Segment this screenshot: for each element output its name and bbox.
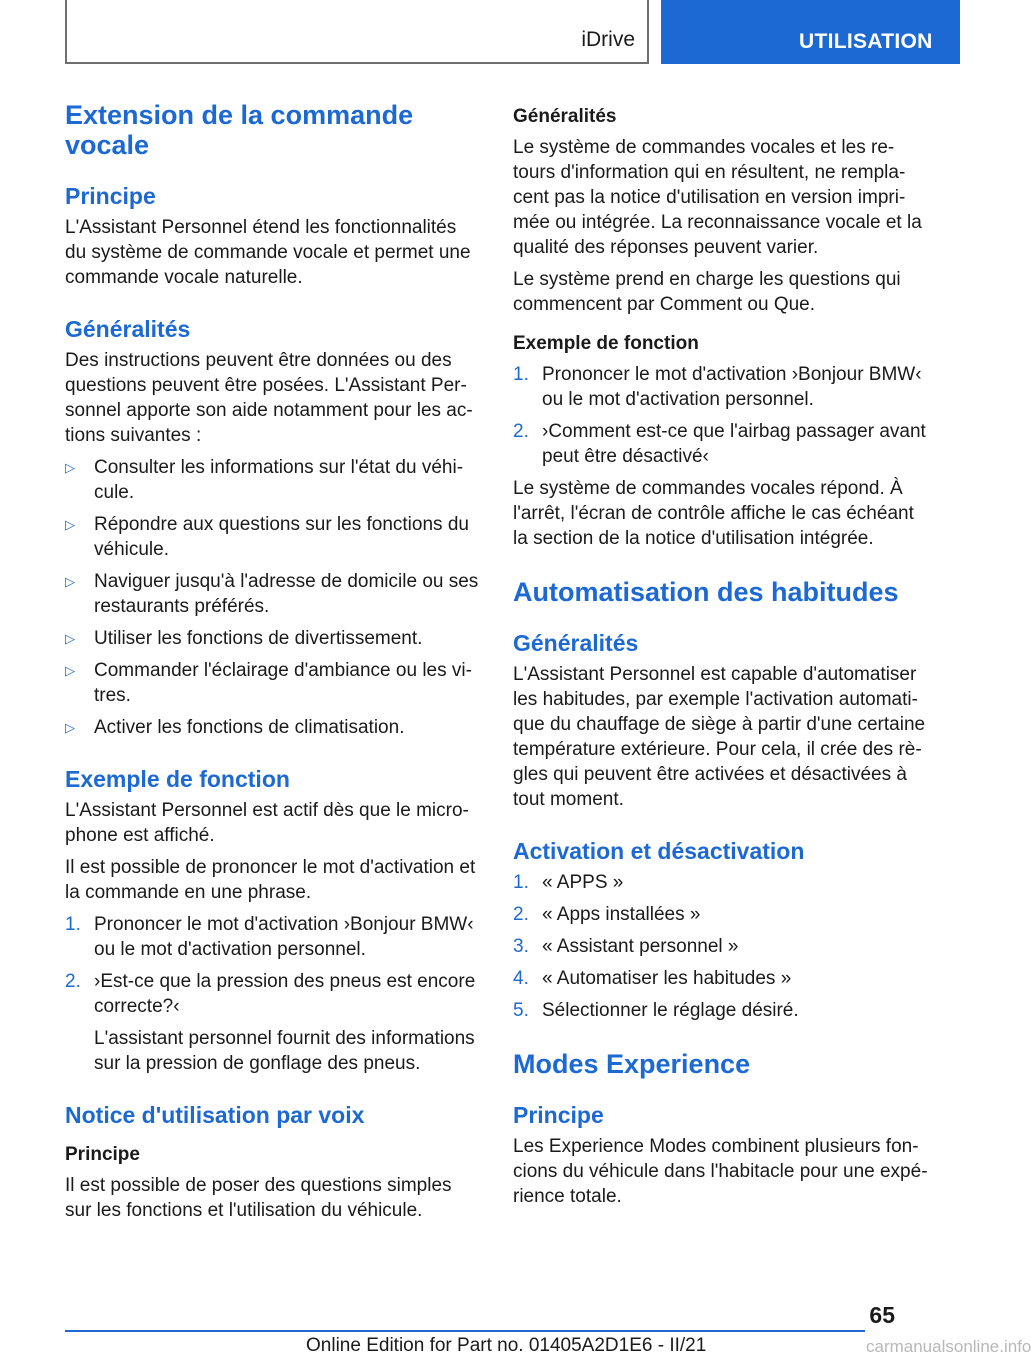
step-number: 1.	[513, 364, 529, 385]
right-generalites-text-2: Le système prend en charge les questions qui commencent par Comment ou Que.	[513, 269, 901, 315]
step-number: 2.	[513, 904, 529, 925]
generalites-text: Des instructions peuvent être données ou des questions peuvent être posées. L'Assistant Personnel apporte son aide notamment pour les actions suivantes :	[65, 350, 473, 446]
step-item: 1. Prononcer le mot d'activation ›Bonjour BMW‹ ou le mot d'activation personnel.	[65, 914, 474, 960]
list-item: ▷ Utiliser les fonctions de divertissement.	[65, 628, 423, 649]
exemple-text-2: Il est possible de prononcer le mot d'activation et la commande en une phrase.	[65, 857, 476, 903]
step-number: 1.	[513, 872, 529, 893]
header-section-label: iDrive	[581, 28, 635, 51]
list-item: ▷ Activer les fonctions de climatisation.	[65, 717, 405, 738]
header-chapter-label: UTILISATION	[799, 30, 933, 53]
modes-text: Les Experience Modes combinent plusieurs foncions du véhicule dans l'habitacle pour une expérience totale.	[513, 1136, 928, 1207]
left-column	[65, 100, 480, 1230]
heading-principe: Principe	[65, 183, 156, 209]
heading-generalites: Généralités	[65, 316, 191, 342]
step-item: 4. « Automatiser les habitudes »	[513, 968, 792, 989]
step-number: 3.	[513, 936, 529, 957]
right-exemple-text: Le système de commandes vocales répond. À l'arrêt, l'écran de contrôle affiche le cas échéant la section de la notice d'utilisation intégrée.	[513, 478, 914, 549]
footer-divider	[65, 1330, 865, 1332]
step-number: 1.	[65, 914, 81, 935]
triangle-bullet-icon: ▷	[65, 663, 75, 678]
triangle-bullet-icon: ▷	[65, 574, 75, 589]
heading-activation: Activation et désactivation	[513, 838, 805, 864]
principe-text: L'Assistant Personnel étend les fonctionnalités du système de commande vocale et permet une commande vocale naturelle.	[65, 217, 471, 288]
heading-modes-principe: Principe	[513, 1102, 604, 1128]
step-number: 2.	[65, 971, 81, 992]
exemple-text-1: L'Assistant Personnel est actif dès que le microphone est affiché.	[65, 800, 469, 846]
right-generalites-text-1: Le système de commandes vocales et les retours d'information qui en résultent, ne remplacent pas la notice d'utilisation en version imprimée ou intégrée. La reconnaissance vocale et la qualité des réponses peuvent varier.	[513, 137, 922, 258]
subheading-exemple-fonction: Exemple de fonction	[513, 333, 699, 354]
subheading-principe: Principe	[65, 1144, 140, 1165]
exemple-steps	[65, 912, 480, 1019]
section-title-voice-extension: Extension de la commande vocale	[65, 100, 414, 160]
triangle-bullet-icon: ▷	[65, 517, 75, 532]
right-column	[513, 104, 928, 1216]
step-item: 2. ›Est-ce que la pression des pneus est encore correcte?‹	[65, 971, 476, 1017]
exemple-result: L'assistant personnel fournit des informations sur la pression de gonflage des pneus.	[94, 1028, 475, 1074]
step-item: 5. Sélectionner le réglage désiré.	[513, 1000, 799, 1021]
header-section-box	[65, 0, 649, 64]
page-number: 65	[869, 1302, 895, 1328]
triangle-bullet-icon: ▷	[65, 631, 75, 646]
section-title-modes-experience: Modes Experience	[513, 1049, 751, 1079]
notice-text: Il est possible de poser des questions simples sur les fonctions et l'utilisation du véhicule.	[65, 1175, 452, 1221]
step-item: 3. « Assistant personnel »	[513, 936, 739, 957]
step-item: 2. ›Comment est-ce que l'airbag passager avant peut être désactivé‹	[513, 421, 926, 467]
list-item: ▷ Naviguer jusqu'à l'adresse de domicile ou ses restaurants préférés.	[65, 571, 479, 617]
step-item: 1. Prononcer le mot d'activation ›Bonjour BMW‹ ou le mot d'activation personnel.	[513, 364, 922, 410]
heading-auto-generalites: Généralités	[513, 630, 639, 656]
heading-exemple-fonction: Exemple de fonction	[65, 766, 290, 792]
triangle-bullet-icon: ▷	[65, 460, 75, 475]
step-number: 2.	[513, 421, 529, 442]
activation-steps	[513, 870, 928, 1023]
section-title-automatisation: Automatisation des habitudes	[513, 577, 899, 607]
subheading-generalites: Généralités	[513, 106, 617, 127]
triangle-bullet-icon: ▷	[65, 720, 75, 735]
footer-edition: Online Edition for Part no. 01405A2D1E6 - II/21	[306, 1335, 707, 1356]
step-number: 5.	[513, 1000, 529, 1021]
list-item: ▷ Répondre aux questions sur les fonctions du véhicule.	[65, 514, 469, 560]
list-item: ▷ Consulter les informations sur l'état du véhicule.	[65, 457, 464, 503]
step-item: 2. « Apps installées »	[513, 904, 701, 925]
list-item: ▷ Commander l'éclairage d'ambiance ou les vitres.	[65, 660, 472, 706]
auto-generalites-text: L'Assistant Personnel est capable d'automatiser les habitudes, par exemple l'activation automatique du chauffage de siège à partir d'une certaine température extérieure. Pour cela, il crée des règles qui peuvent être activées et désactivées à tout moment.	[513, 664, 926, 810]
header-chapter-tab	[661, 0, 960, 64]
actions-list	[65, 455, 480, 740]
heading-notice-voix: Notice d'utilisation par voix	[65, 1102, 365, 1128]
step-number: 4.	[513, 968, 529, 989]
footer-watermark: carmanualsonline.info	[866, 1337, 1031, 1356]
right-exemple-steps	[513, 362, 928, 469]
step-item: 1. « APPS »	[513, 872, 624, 893]
